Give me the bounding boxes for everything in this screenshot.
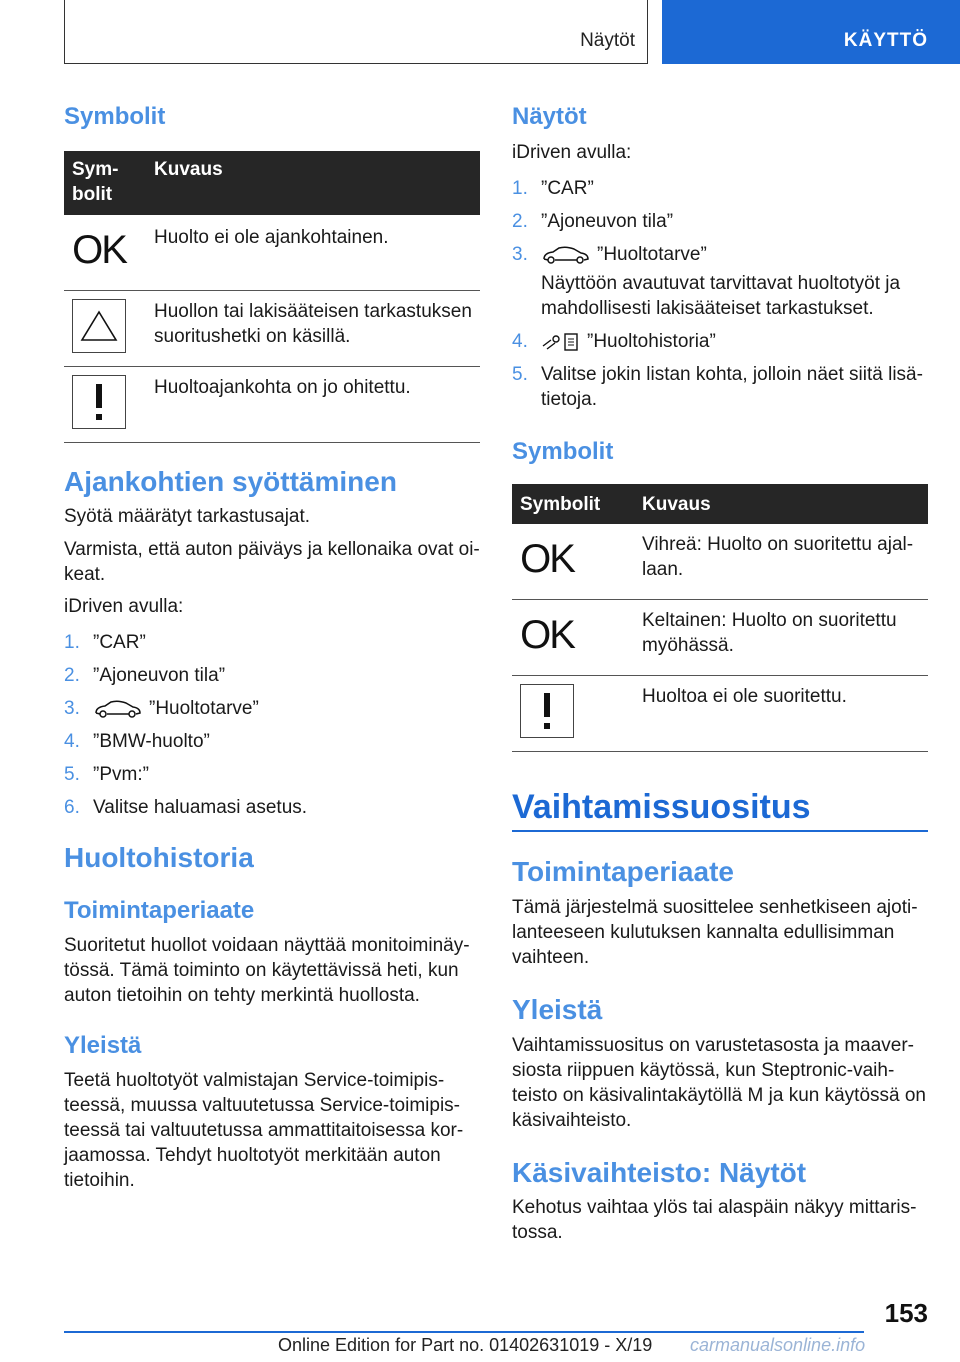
table-header-desc: Kuvaus	[642, 494, 711, 515]
car-icon	[541, 245, 591, 265]
symbols-heading-left: Symbolit	[64, 103, 166, 130]
watermark: carmanualsonline.info	[690, 1335, 866, 1355]
symbols-table-right	[512, 484, 928, 752]
table-row	[64, 367, 480, 443]
huoltohistoria-heading: Huoltohistoria	[64, 842, 254, 873]
exclamation-icon	[520, 684, 574, 738]
table-row	[512, 676, 928, 752]
table-row	[64, 291, 480, 367]
vaihto-sub2: Yleistä	[512, 994, 603, 1025]
vaihto-p3: Kehotus vaihtaa ylös tai alaspäin näkyy mittaris-tossa.	[512, 1197, 917, 1243]
table-row	[512, 600, 928, 676]
symbols-heading-right: Symbolit	[512, 438, 614, 465]
symbols-table-left	[64, 151, 480, 443]
list-item: 2. ”Ajoneuvon tila”	[64, 665, 226, 686]
ajankohtien-heading: Ajankohtien syöttäminen	[64, 466, 397, 497]
huoltohistoria-p1: Suoritetut huollot voidaan näyttää monitoiminäy-tössä. Tämä toiminto on käytettävissä heti, kun auton tietoihin on tehty merkintä huollosta.	[64, 935, 470, 1006]
ajankohtien-p2: Varmista, että auton päiväys ja kellonaika ovat oi-keat.	[64, 539, 480, 585]
ok-symbol-yellow	[520, 608, 574, 662]
list-item-note: Näyttöön avautuvat tarvittavat huoltotyöt ja mahdollisesti lakisääteiset tarkastukset.	[541, 273, 901, 319]
list-item: 3. ”Huoltotarve”	[64, 698, 259, 719]
table-row-desc: Huoltoa ei ole suoritettu.	[642, 686, 847, 707]
huoltohistoria-sub1: Toimintaperiaate	[64, 897, 255, 924]
table-row-desc: Huolto ei ole ajankohtainen.	[154, 227, 389, 248]
vaihto-p1: Tämä järjestelmä suosittelee senhetkiseen ajoti-lanteeseen kulutuksen kannalta edullisimman vaihteen.	[512, 897, 918, 968]
vaihto-sub3: Käsivaihteisto: Näytöt	[512, 1157, 807, 1188]
table-row	[64, 215, 480, 291]
table-header	[64, 151, 480, 215]
list-item: 1. ”CAR”	[64, 632, 146, 653]
header-section-title: Näytöt	[580, 30, 635, 51]
table-row-desc: Vihreä: Huolto on suoritettu ajal-laan.	[642, 534, 914, 580]
ajankohtien-p3: iDriven avulla:	[64, 596, 184, 617]
table-header-symbol-line1: Sym-	[72, 159, 119, 180]
page-number: 153	[884, 1298, 928, 1328]
ok-symbol-green	[520, 532, 574, 586]
car-icon	[93, 699, 143, 719]
exclamation-icon	[72, 375, 126, 429]
ok-symbol	[72, 223, 126, 277]
list-item: 5. ”Pvm:”	[64, 764, 149, 785]
ajankohtien-steps	[64, 630, 480, 828]
huoltohistoria-p2: Teetä huoltotyöt valmistajan Service-toimipis-teessä, muussa valtuutetussa Service-toimipis-teessä tai valtuutetussa ammattitaitoisessa kor-jaamossa. Tehdyt huoltotyöt merkitään auton tietoihin.	[64, 1070, 464, 1191]
list-item: 3. ”Huoltotarve”	[512, 244, 707, 265]
ok-symbol-text: OK	[72, 227, 126, 272]
vaihto-sub1: Toimintaperiaate	[512, 856, 734, 887]
footer-edition: Online Edition for Part no. 01402631019 - X/19	[278, 1335, 653, 1355]
table-row	[512, 524, 928, 600]
naytot-steps	[512, 176, 928, 420]
table-header-desc: Kuvaus	[154, 159, 223, 180]
table-row-desc: Huoltoajankohta on jo ohitettu.	[154, 377, 411, 398]
header-chapter-title: KÄYTTÖ	[843, 30, 928, 51]
list-item: 1. ”CAR”	[512, 178, 594, 199]
heading-rule	[512, 830, 928, 832]
huoltohistoria-sub2: Yleistä	[64, 1032, 142, 1059]
table-row-desc: Keltainen: Huolto on suoritettu myöhässä.	[642, 610, 897, 656]
ok-symbol-text: OK	[520, 536, 574, 581]
list-item: 4. ”BMW-huolto”	[64, 731, 210, 752]
list-item: 6. Valitse haluamasi asetus.	[64, 797, 308, 818]
list-item: 2. ”Ajoneuvon tila”	[512, 211, 674, 232]
table-header-symbol-line2: bolit	[72, 184, 113, 205]
footer-rule	[64, 1331, 864, 1333]
table-header	[512, 484, 928, 524]
list-item: 4. ”Huoltohistoria”	[512, 331, 716, 352]
vaihtamissuositus-heading: Vaihtamissuositus	[512, 788, 811, 826]
vaihto-p2: Vaihtamissuositus on varustetasosta ja maaver-siosta riippuen käytössä, kun Steptronic-vaih-teisto on käsivalintakäytöllä M ja kun käytössä on käsivaihteisto.	[512, 1035, 926, 1131]
ok-symbol-text: OK	[520, 612, 574, 657]
warning-triangle-icon	[72, 299, 126, 353]
ajankohtien-p1: Syötä määrätyt tarkastusajat.	[64, 506, 311, 527]
header-chapter-tab	[662, 0, 960, 64]
service-history-icon	[541, 332, 581, 352]
table-header-symbol: Symbolit	[520, 494, 601, 515]
list-item: 5. Valitse jokin listan kohta, jolloin näet siitä lisä-tietoja.	[512, 364, 923, 410]
header-section-box	[64, 0, 648, 64]
table-row-desc: Huollon tai lakisääteisen tarkastuksen suoritushetki on käsillä.	[154, 301, 472, 347]
naytot-heading: Näytöt	[512, 103, 587, 130]
naytot-intro: iDriven avulla:	[512, 142, 632, 163]
